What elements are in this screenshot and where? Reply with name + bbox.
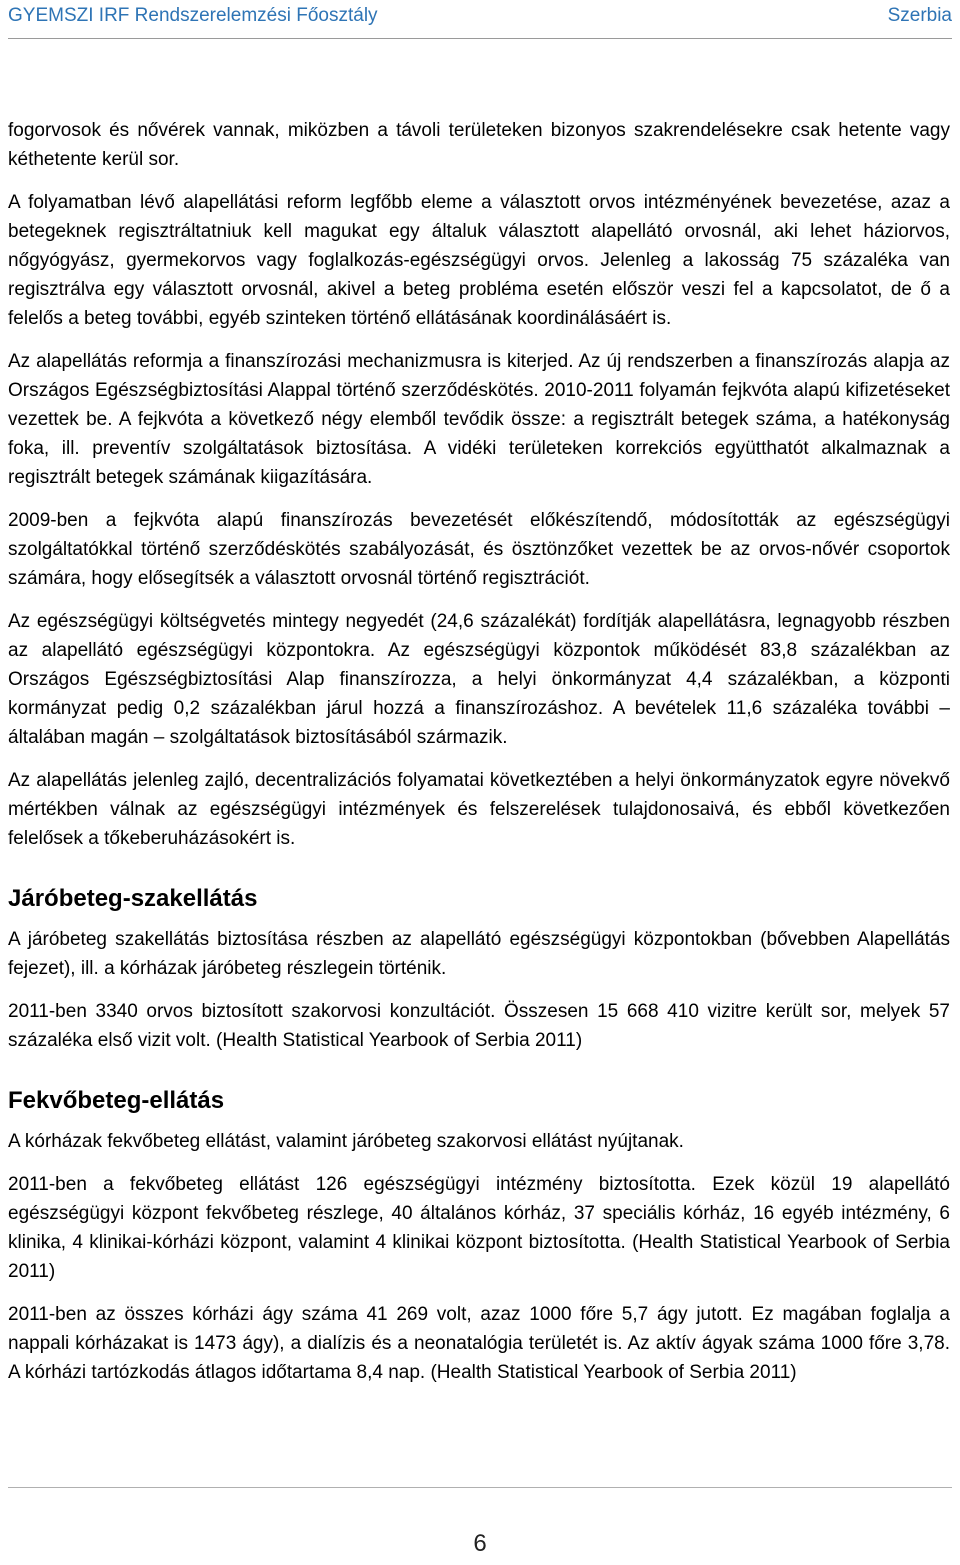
paragraph: Az egészségügyi költségvetés mintegy negyedét (24,6 százalékát) fordítják alapellátásra, legnagyobb részben az alapellátó egészségügyi központokra. Az egészségügyi központok működését 83,8 százalékban az Országos Egészségbiztosítási Alap finanszírozza, a helyi önkormányzat 4,4 százalékban, a központi kormányzat pedig 0,2 százalékban járul hozzá a finanszírozáshoz. A bevételek 11,6 százaléka további – általában magán – szolgáltatások biztosításából származik.	[8, 611, 950, 748]
paragraph: Az alapellátás jelenleg zajló, decentralizációs folyamatai következtében a helyi önkormányzatok egyre növekvő mértékben válnak az egészségügyi intézmények és felszerelések tulajdonosaivá, és ebből következően felelősek a tőkeberuházásokért is.	[8, 770, 950, 849]
paragraph: Az alapellátás reformja a finanszírozási mechanizmusra is kiterjed. Az új rendszerben a finanszírozás alapja az Országos Egészségbiztosítási Alappal történő szerződéskötés. 2010-2011 folyamán fejkvóta alapú kifizetéseket vezettek be. A fejkvóta a következő négy elemből tevődik össze: a regisztrált betegek száma, a hatékonyság foka, ill. preventív szolgáltatások biztosítása. A vidéki területeken korrekciós együtthatót alkalmaznak a regisztrált betegek számának kiigazítására.	[8, 351, 950, 488]
header-country: Szerbia	[887, 5, 952, 26]
paragraph: A kórházak fekvőbeteg ellátást, valamint járóbeteg szakorvosi ellátást nyújtanak.	[8, 1131, 684, 1152]
paragraph: 2009-ben a fejkvóta alapú finanszírozás bevezetését előkészítendő, módosították az egészségügyi szolgáltatókkal történő szerződéskötés szabályozását, és ösztönzőket vezettek be az orvos-nővér csoportok számára, hogy elősegítsék a választott orvosnál történő regisztrációt.	[8, 510, 950, 589]
section-heading-outpatient: Járóbeteg-szakellátás	[8, 885, 258, 912]
paragraph: 2011-ben 3340 orvos biztosított szakorvosi konzultációt. Összesen 15 668 410 vizitre került sor, melyek 57 százaléka első vizit volt. (Health Statistical Yearbook of Serbia 2011)	[8, 1001, 950, 1051]
page-header	[8, 0, 952, 32]
page-number: 6	[473, 1530, 487, 1557]
header-org-title: GYEMSZI IRF Rendszerelemzési Főosztály	[8, 5, 378, 26]
paragraph: A járóbeteg szakellátás biztosítása részben az alapellátó egészségügyi központokban (bővebben Alapellátás fejezet), ill. a kórházak járóbeteg részlegein történik.	[8, 929, 950, 979]
section-heading-inpatient: Fekvőbeteg-ellátás	[8, 1087, 225, 1114]
paragraph: 2011-ben az összes kórházi ágy száma 41 269 volt, azaz 1000 főre 5,7 ágy jutott. Ez magában foglalja a nappali kórházakat is 1473 ágy), a dialízis és a neonatalógia területét is. Az aktív ágyak száma 1000 főre 3,78. A kórházi tartózkodás átlagos időtartama 8,4 nap. (Health Statistical Yearbook of Serbia 2011)	[8, 1304, 950, 1383]
footer-divider	[8, 1487, 952, 1488]
document-body	[8, 116, 950, 1401]
paragraph: A folyamatban lévő alapellátási reform legfőbb eleme a választott orvos intézményének bevezetése, azaz a betegeknek regisztráltatniuk kell magukat egy általuk választott alapellátó orvosnál, aki lehet háziorvos, nőgyógyász, gyermekorvos vagy foglalkozás-egészségügyi orvos. Jelenleg a lakosság 75 százaléka van regisztrálva egy választott orvosnál, akivel a beteg probléma esetén először veszi fel a kapcsolatot, de ő a felelős a beteg további, egyéb szinteken történő ellátásának koordinálásáért is.	[8, 192, 950, 329]
header-divider	[8, 38, 952, 39]
paragraph: 2011-ben a fekvőbeteg ellátást 126 egészségügyi intézmény biztosította. Ezek közül 19 alapellátó egészségügyi központ fekvőbeteg részlege, 40 általános kórház, 37 speciális kórház, 16 egyéb intézmény, 6 klinika, 4 klinikai-kórházi központ, valamint 4 klinikai központ biztosította. (Health Statistical Yearbook of Serbia 2011)	[8, 1174, 950, 1282]
paragraph: fogorvosok és nővérek vannak, miközben a távoli területeken bizonyos szakrendelésekre csak hetente vagy kéthetente kerül sor.	[8, 120, 950, 170]
